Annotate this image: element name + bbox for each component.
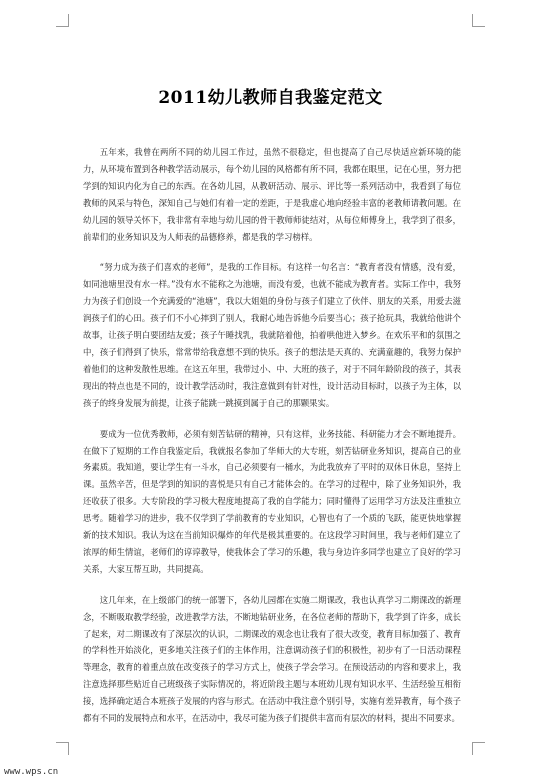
document-title: 2011幼儿教师自我鉴定范文 xyxy=(158,88,383,108)
document-body xyxy=(83,144,461,741)
margin-mark-bottom-left xyxy=(56,742,69,755)
paragraph-2: “努力成为孩子们喜欢的老师”，是我的工作目标。有这样一句名言：“教育者没有情感，没有爱，如同池塘里没有水一样。”没有水不能称之为池塘，而没有爱，也就不能成为教育者。实际工作中，我努力为孩子们创设一个充满爱的“池塘”，我以大姐姐的身份与孩子们建立了伙伴、朋友的关系，用爱去滋润孩子们的心田。孩子们不小心摔到了别人，我耐心地告诉他今后要当心；孩子抢玩具，我就给他讲个故事，让孩子明白要团结友爱；孩子午睡找乳，我就陪着他，拍着哄他进入梦乡。在欢乐平和的氛围之中，孩子们得到了快乐，常常带给我意想不到的快乐。孩子的想法是天真的、充满童趣的，我努力保护着他们的这种发散性思维。在这五年里，我带过小、中、大班的孩子，对于不同年龄阶段的孩子，其表现出的特点也是不同的，设计教学活动时，我注意做到有针对性，设计活动目标时，以孩子为主体，以孩子的终身发展为前提，让孩子能跳一跳摸到属于自己的那颗果实。 xyxy=(83,262,461,408)
paragraph-1: 五年来，我曾在两所不同的幼儿园工作过，虽然不很稳定，但也提高了自己尽快适应新环境的能力，从环境布置到各种教学活动展示，每个幼儿园的风格都有所不同，我都在眼里，记在心里，努力把学到的知识内化为自己的东西。在各幼儿园，从教研活动、展示、评比等一系列活动中，我看到了每位教师的风采与特色，深知自己与她们有着一定的差距，于是我虚心地向经验丰富的老教师请教问题。在幼儿园的领导关怀下，我非常有幸地与幼儿园的骨干教师师徒结对，从每位师傅身上，我学到了很多，前辈们的业务知识及为人师表的品德修养，都是我的学习榜样。 xyxy=(83,147,461,242)
paragraph-4: 这几年来，在上级部门的统一部署下，各幼儿园都在实施二期课改，我也认真学习二期课改的新理念，不断吸取教学经验，改进教学方法，不断地钻研业务，在各位老师的帮助下，我学到了许多，成长了起来，对二期课改有了深层次的认识，二期课改的观念也让我有了很大改变，教育目标加强了、教育的学科性开始淡化，更多地关注孩子们的主体作用，注意调动孩子们的积极性，初步有了一日活动课程等理念，教育的着重点放在改变孩子的学习方式上，使孩子学会学习。在预设活动的内容和要求上，我注意选择那些贴近自己班级孩子实际情况的，将近阶段主题与本班幼儿现有知识水平、生活经验互相衔接，选择确定适合本班孩子发展的内容与形式。在活动中我注意个别引导，实施有差异教育，每个孩子都有不同的发展特点和水平，在活动中，我尽可能为孩子们提供丰富而有层次的材料，提出不同要求。 xyxy=(83,594,461,724)
footer-watermark: www.wps.cn xyxy=(4,767,59,777)
margin-mark-top-right xyxy=(472,14,485,27)
margin-mark-top-left xyxy=(56,14,69,27)
margin-mark-bottom-right xyxy=(472,742,485,755)
paragraph-3: 要成为一位优秀教师，必须有刻苦钻研的精神，只有这样，业务技能、科研能力才会不断地提升。在做下了短期的工作自我鉴定后，我就报名参加了华师大的大专班，刻苦钻研业务知识，提高自己的业务素质。我知道，要让学生有一斗水，自己必须要有一桶水，为此我放弃了平时的双休日休息，坚持上课。虽然辛苦，但是学到的知识的喜悦是只有自己才能体会的。在学习的过程中，除了业务知识外，我还收获了很多。大专阶段的学习极大程度地提高了我的自学能力；同时懂得了运用学习方法及注重独立思考。随着学习的进步，我不仅学到了学前教育的专业知识，心智也有了一个质的飞跃，能更快地掌握新的技术知识。我认为这在当前知识爆炸的年代是极其重要的。在这段学习时间里，我与老师们建立了浓厚的师生情谊，老师们的谆谆教导，使我体会了学习的乐趣，我与身边许多同学也建立了良好的学习关系，大家互帮互助，共同提高。 xyxy=(83,428,461,574)
